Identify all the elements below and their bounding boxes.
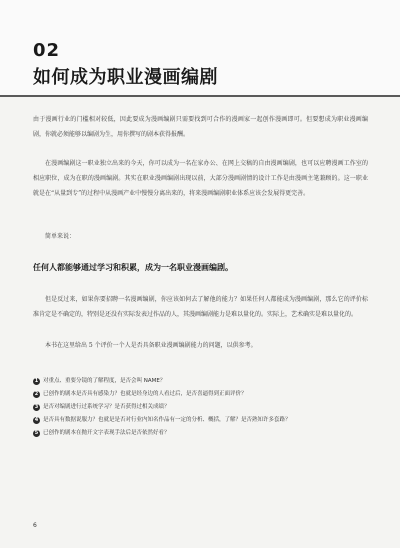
paragraph-3-text: 但是反过来，如果你要招聘一名漫画编剧，你应该如何去了解他的能力？如果任何人都能成为漫画编剧，那么它的评价标准肯定是不确定的，特别是还没有实际发表过作品的人，其漫画编剧能力是难以量化的。实际上，艺术确实是难以量化的。 (33, 296, 368, 318)
paragraph-4-text: 本书在这里给出 5 个评价一个人是否具备职业漫画编剧能力的问题，以供参考。 (45, 342, 257, 349)
paragraph-1-text: 由于漫画行业的门槛相对较低，因此要成为漫画编剧只需要找到可合作的漫画家一起创作漫画即可。但要想成为职业漫画编剧，你就必须能够以编剧为生，用你撰写的剧本获得报酬。 (33, 116, 368, 138)
question-item-5 (33, 428, 373, 438)
question-item-3 (33, 402, 373, 412)
paragraph-2-text: 在漫画编剧这一职业独立出来的今天，你可以成为一名在家办公、在网上交稿的自由漫画编剧，也可以应聘漫画工作室的相应职位，成为在职的漫画编剧。其实在职业漫画编剧出现以前，大部分漫画剧情的设计工作是由漫画主笔兼顾的。这一职业就是在“从量到专”的过程中从漫画产业中慢慢分离出来的，将来漫画编剧职业体系应该会发展得更完善。 (33, 160, 368, 197)
emphasis-statement: 任何人都能够通过学习和积累，成为一名职业漫画编剧。 (33, 263, 233, 272)
summary-label: 简单来说： (45, 233, 76, 240)
question-item-1 (33, 376, 373, 386)
number-badge-icon: 1 (34, 377, 39, 384)
chapter-title: 如何成为职业漫画编剧 (33, 67, 218, 88)
question-text: 是否对编剧进行过系统学习？是否获得过相关成绩？ (43, 404, 170, 410)
number-badge-icon: 4 (34, 416, 39, 423)
number-badge-icon: 5 (34, 429, 39, 436)
paragraph-1 (33, 112, 368, 142)
number-badge-icon: 2 (34, 390, 39, 397)
chapter-header (0, 0, 400, 96)
question-item-2 (33, 389, 373, 399)
page-number: 6 (33, 522, 37, 529)
chapter-number: 02 (33, 40, 61, 61)
question-text: 已创作的剧本在抛开文字表现手法后是否依然好看？ (43, 430, 170, 436)
paragraph-2 (33, 156, 368, 201)
header-divider (0, 95, 400, 97)
number-badge-icon: 3 (34, 403, 39, 410)
question-list (33, 376, 373, 438)
question-text: 已创作的剧本是否具有感染力？也就是经身边的人看过后，是否喜逼得到正面评价？ (43, 391, 247, 397)
question-text: 对重点、重要分镜的了解程度，是否会叫 NAME？ (43, 378, 166, 384)
question-text: 是否具有数据说服力？也就是是否对行业内知名作品有一定的分析、概括，了解？是否熟知许多套路？ (43, 417, 291, 423)
question-item-4 (33, 415, 373, 425)
paragraph-4 (33, 338, 368, 353)
paragraph-3 (33, 292, 368, 322)
